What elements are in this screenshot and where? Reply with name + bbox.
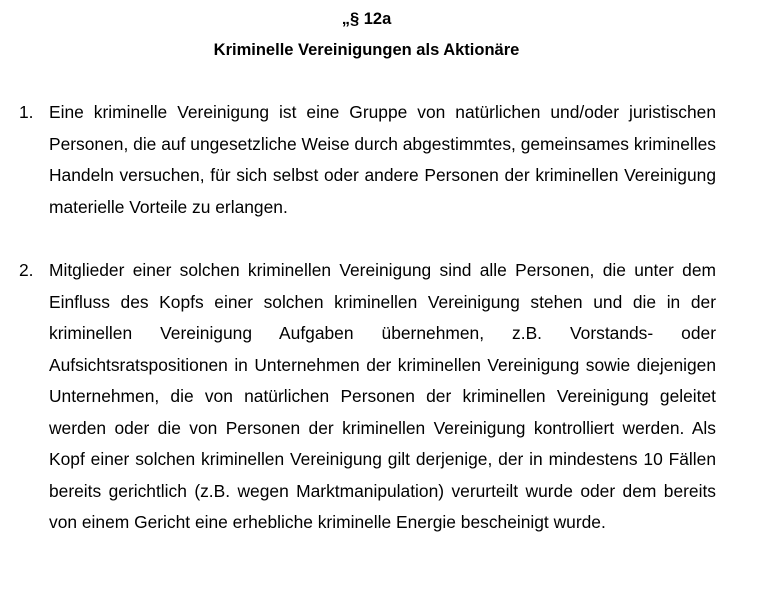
- section-title: Kriminelle Vereinigungen als Aktionäre: [213, 41, 520, 59]
- paragraph-1: [19, 97, 716, 223]
- paragraph-text: Mitglieder einer solchen kriminellen Vereinigung sind alle Personen, die unter dem Einfluss des Kopfs einer solchen kriminellen Vereinigung stehen und die in der kriminellen Vereinigung Aufgaben übernehmen, z.B. Vorstands- oder Aufsichtsratspositionen in Unternehmen der kriminellen Vereinigung sowie diejenigen Unternehmen, die von natürlichen Personen der kriminellen Vereinigung geleitet werden oder die von Personen der kriminellen Vereinigung kontrolliert werden. Als Kopf einer solchen kriminellen Vereinigung gilt derjenige, der in mindestens 10 Fällen bereits gerichtlich (z.B. wegen Marktmanipulation) verurteilt wurde oder dem bereits von einem Gericht eine erhebliche kriminelle Energie bescheinigt wurde.: [49, 260, 716, 532]
- paragraph-2: [19, 255, 716, 539]
- paragraph-text: Eine kriminelle Vereinigung ist eine Gruppe von natürlichen und/oder juristischen Personen, die auf ungesetzliche Weise durch abgestimmtes, gemeinsames kriminelles Handeln versuchen, für sich selbst oder andere Personen der kriminellen Vereinigung materielle Vorteile zu erlangen.: [49, 102, 716, 217]
- section-number: „§ 12a: [341, 10, 392, 28]
- paragraph-number: 1.: [19, 102, 34, 122]
- paragraph-number: 2.: [19, 260, 34, 280]
